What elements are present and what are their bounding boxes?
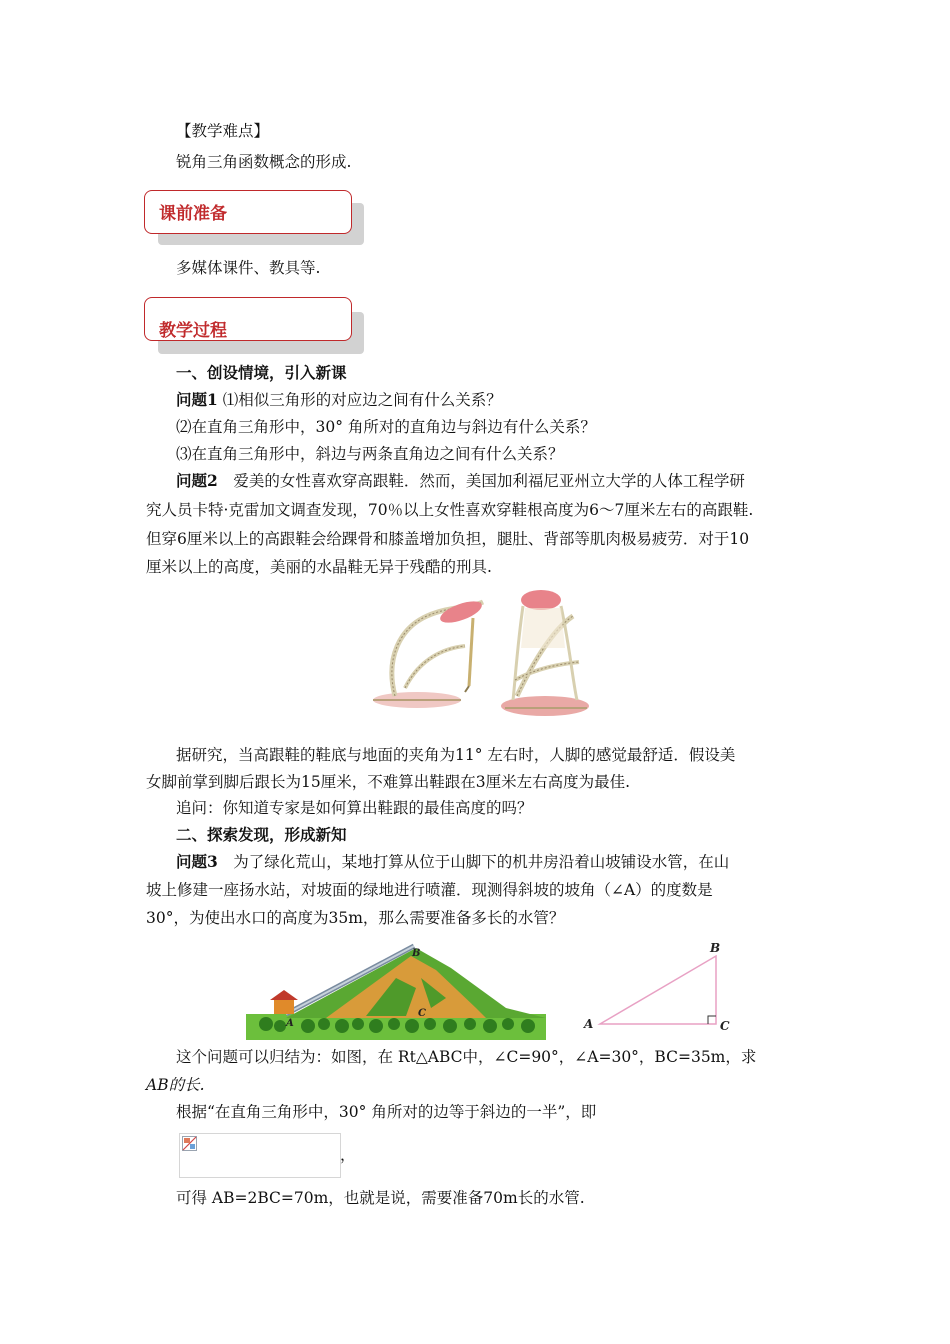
section-process-box <box>144 297 352 341</box>
question-3-text-2: 坡上修建一座扬水站，对坡面的绿地进行喷灌．现测得斜坡的坡角（∠A）的度数是 <box>146 881 713 899</box>
question-1-c: ⑶在直角三角形中，斜边与两条直角边之间有什么关系？ <box>176 445 564 463</box>
triangle-label-a: A <box>584 1017 594 1031</box>
question-2-text-1: 爱美的女性喜欢穿高跟鞋．然而，美国加利福尼亚州立大学的人体工程学研 <box>233 472 745 490</box>
right-triangle-figure <box>578 938 738 1038</box>
section-prep-title: 课前准备 <box>159 204 227 224</box>
question-2-line <box>176 470 745 492</box>
question-2-label: 问题2 <box>176 471 218 490</box>
part1-heading: 一、创设情境，引入新课 <box>176 363 347 382</box>
question-1-b: ⑵在直角三角形中，30° 角所对的直角边与斜边有什么关系？ <box>176 418 596 436</box>
question-1-line <box>176 389 502 411</box>
mountain-label-b: B <box>412 948 421 959</box>
triangle-label-b: B <box>710 941 721 955</box>
difficulty-heading: 【教学难点】 <box>176 122 270 140</box>
section-process-title: 教学过程 <box>159 321 227 341</box>
triangle-abc <box>600 956 716 1024</box>
question-3-label: 问题3 <box>176 852 218 871</box>
question-1-a: ⑴相似三角形的对应边之间有什么关系？ <box>217 391 502 409</box>
mountain-label-c: C <box>418 1008 426 1019</box>
summary-text-1: 这个问题可以归结为：如图，在 Rt△ABC中，∠C=90°，∠A=30°，BC=35m，求 <box>176 1048 757 1066</box>
mountain-label-a: A <box>286 1018 294 1029</box>
research-text-2: 女脚前掌到脚后跟长为15厘米，不难算出鞋跟在3厘米左右高度为最佳. <box>146 773 631 791</box>
question-2-text-3: 但穿6厘米以上的高跟鞋会给踝骨和膝盖增加负担，腿肚、背部等肌肉极易疲劳．对于10 <box>146 530 750 548</box>
question-3-text-3: 30°，为使出水口的高度为35m，那么需要准备多长的水管？ <box>146 909 565 927</box>
mountain-slope-figure <box>246 938 546 1040</box>
research-text-1: 据研究，当高跟鞋的鞋底与地面的夹角为11° 左右时，人脚的感觉最舒适．假设美 <box>176 746 736 764</box>
formula-comma: ， <box>340 1146 356 1164</box>
part2-heading: 二、探索发现，形成新知 <box>176 825 347 844</box>
conclusion-text: 可得 AB=2BC=70m，也就是说，需要准备70m长的水管. <box>176 1189 585 1207</box>
triangle-label-c: C <box>720 1019 730 1033</box>
section-prep-box <box>144 190 352 234</box>
summary-text-2: AB的长. <box>146 1076 205 1094</box>
formula-image-placeholder <box>179 1133 341 1178</box>
high-heels-image <box>365 588 595 734</box>
prep-text: 多媒体课件、教具等. <box>176 259 321 277</box>
question-3-line <box>176 851 729 873</box>
question-1-label: 问题1 <box>176 390 218 409</box>
difficulty-text: 锐角三角函数概念的形成. <box>176 153 352 171</box>
basis-text: 根据“在直角三角形中，30° 角所对的边等于斜边的一半”，即 <box>176 1103 597 1121</box>
broken-image-icon <box>182 1136 197 1151</box>
question-2-text-4: 厘米以上的高度，美丽的水晶鞋无异于残酷的刑具. <box>146 558 492 576</box>
question-2-text-2: 究人员卡特·克雷加文调查发现，70％以上女性喜欢穿鞋根高度为6～7厘米左右的高跟鞋. <box>146 501 754 519</box>
followup-question: 追问：你知道专家是如何算出鞋跟的最佳高度的吗？ <box>176 799 533 817</box>
question-3-text-1: 为了绿化荒山，某地打算从位于山脚下的机井房沿着山坡铺设水管，在山 <box>217 853 730 871</box>
